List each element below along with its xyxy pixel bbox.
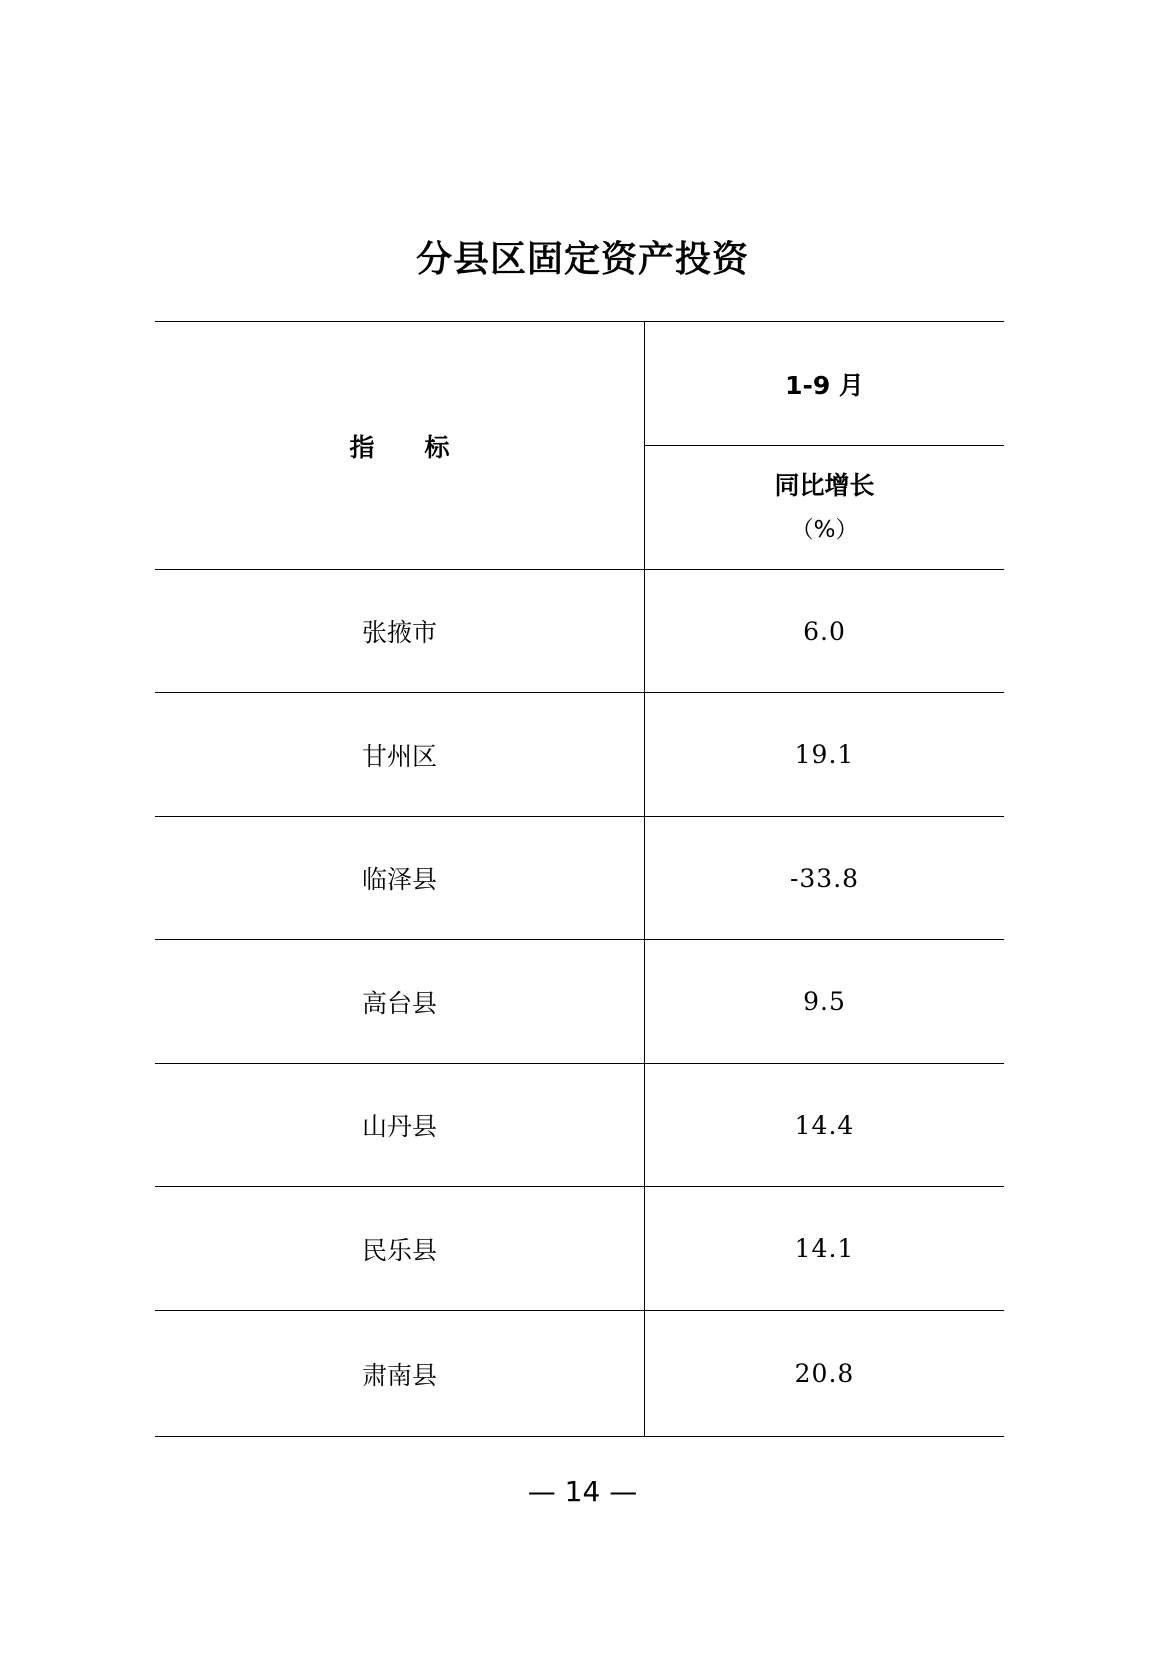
- growth-value: 9.5: [803, 987, 846, 1016]
- region-name: 临泽县: [361, 865, 437, 894]
- header-indicator: 指 标: [349, 432, 450, 462]
- growth-value: 14.4: [794, 1110, 855, 1140]
- region-name: 高台县: [361, 988, 437, 1018]
- growth-value: -33.8: [789, 863, 860, 893]
- header-growth-label: 同比增长: [774, 470, 875, 500]
- page-number: — 14 —: [527, 1475, 638, 1508]
- table-bottom-border: [155, 1436, 1004, 1437]
- growth-value: 6.0: [803, 616, 846, 646]
- region-name: 肃南县: [361, 1360, 437, 1390]
- header-period: 1-9 月: [785, 370, 864, 400]
- header-growth: [645, 446, 1004, 569]
- region-name: 张掖市: [361, 618, 437, 647]
- region-name: 山丹县: [361, 1112, 437, 1141]
- growth-value: 19.1: [794, 740, 855, 769]
- page-title: 分县区固定资产投资: [415, 239, 749, 280]
- growth-value: 20.8: [794, 1359, 855, 1388]
- header-unit: （%）: [790, 516, 859, 543]
- growth-value: 14.1: [794, 1234, 855, 1263]
- region-name: 民乐县: [361, 1235, 437, 1265]
- region-name: 甘州区: [361, 741, 437, 771]
